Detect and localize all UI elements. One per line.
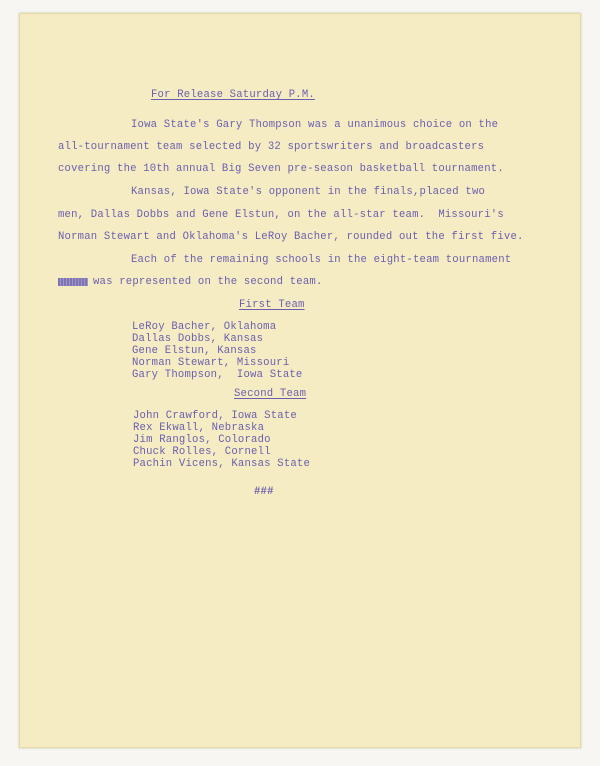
paragraph-1-line-3: covering the 10th annual Big Seven pre-season basketball tournament.	[58, 163, 504, 175]
first-team-heading: First Team	[239, 299, 305, 311]
second-team-heading: Second Team	[234, 388, 307, 400]
paragraph-2-line-3: Norman Stewart and Oklahoma's LeRoy Bacher, rounded out the first five.	[58, 231, 524, 243]
first-team-player: Norman Stewart, Missouri	[132, 357, 290, 369]
paragraph-1-line-1: Iowa State's Gary Thompson was a unanimous choice on the	[131, 119, 499, 131]
paragraph-3-line-1: Each of the remaining schools in the eight-team tournament	[131, 254, 512, 266]
second-team-player: Pachin Vicens, Kansas State	[133, 458, 311, 470]
second-team-player: Jim Ranglos, Colorado	[133, 434, 271, 446]
paragraph-3-line-2: was represented on the second team.	[93, 276, 323, 288]
paragraph-1-line-2: all-tournament team selected by 32 sportswriters and broadcasters	[58, 141, 485, 153]
struck-out-word	[58, 278, 88, 286]
first-team-player: Gene Elstun, Kansas	[132, 345, 257, 357]
first-team-player: Dallas Dobbs, Kansas	[132, 333, 264, 345]
second-team-player: John Crawford, Iowa State	[133, 410, 297, 422]
second-team-player: Rex Ekwall, Nebraska	[133, 422, 265, 434]
end-mark: ###	[254, 486, 274, 498]
paragraph-2-line-1: Kansas, Iowa State's opponent in the finals,placed two	[131, 186, 486, 198]
first-team-player: Gary Thompson, Iowa State	[132, 369, 303, 381]
second-team-player: Chuck Rolles, Cornell	[133, 446, 271, 458]
release-line: For Release Saturday P.M.	[151, 89, 315, 101]
paragraph-2-line-2: men, Dallas Dobbs and Gene Elstun, on the all-star team. Missouri's	[58, 209, 504, 221]
first-team-player: LeRoy Bacher, Oklahoma	[132, 321, 277, 333]
